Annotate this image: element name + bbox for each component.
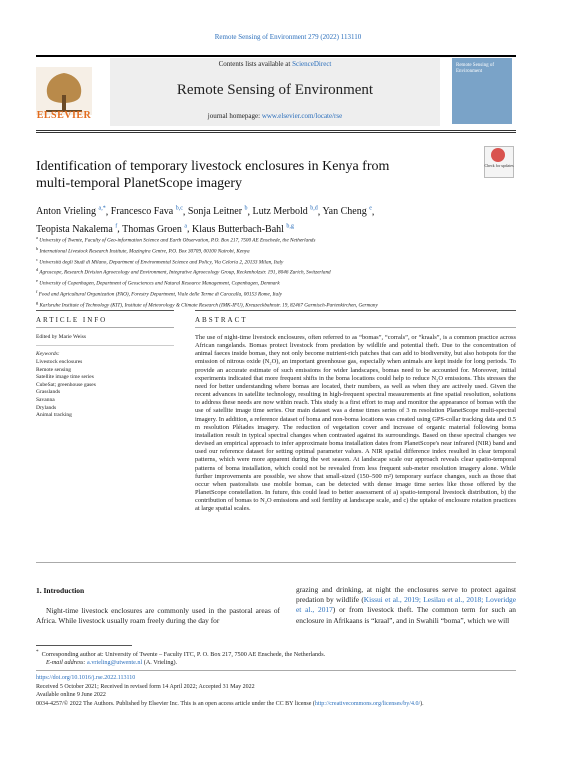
publication-info [36,674,516,708]
email-link[interactable]: a.vrieling@utwente.nl [87,659,143,667]
divider [36,130,516,131]
footnote: * Corresponding author at: University of Twente – Faculty ITC, P. O. Box 217, 7500 AE Enschede, the Netherlands. E-mail address: a.vrieling@utwente.nl (A. Vrieling). [36,649,326,667]
author[interactable]: Yan Cheng $^e$ [322,206,372,218]
keyword: Grasslands [36,389,61,396]
author[interactable]: Thomas Groen $^a$ [122,223,187,235]
keyword: Remote sensing [36,366,71,373]
sciencedirect-link[interactable]: ScienceDirect [292,60,332,68]
divider [36,327,174,328]
homepage-link[interactable]: www.elsevier.com/locate/rse [261,112,343,120]
keyword: Livestock enclosures [36,359,83,365]
cover-title: Remote Sensing of Environment [456,63,495,74]
crossmark-icon [491,148,505,162]
article-title: Identification of temporary livestock enclosures in Kenya from multi-temporal PlanetScope imagery [36,159,390,191]
keyword: Satellite image time series [36,374,94,381]
author[interactable]: Klaus Butterbach-Bahl $^{b,g}$ [192,223,294,235]
author[interactable]: Sonja Leitner $^b$ [187,206,248,218]
author[interactable]: Teopista Nakalema $^f$ [36,223,118,235]
author[interactable]: Lutz Merbold $^{b,d}$ [252,206,318,218]
keyword: Animal tracking [36,412,72,419]
keyword: CubeSat; greenhouse gases [36,381,96,388]
author[interactable]: Anton Vrieling $^{a,*}$ [36,206,106,218]
divider [36,670,516,671]
section-heading-introduction: 1. Introduction [36,586,85,595]
divider [36,310,174,311]
crossmark-label: Check for updates [484,163,514,168]
journal-name: Remote Sensing of Environment [176,82,374,98]
keyword: Savanna [36,396,55,403]
affiliation: $^d$ Agroscope, Research Division Agroecology and Environment, Integrative Agroecology Group, Reckenholzstr. 191, 8046 Zurich, Switzerland [36,267,331,277]
citation-links[interactable]: Kissui et al., 2019; Lesilau et al., 2018; Loveridge et al., 2017 [296,595,516,615]
affiliation: $^f$ Food and Agricultural Organization (FAO), Forestry Department, Viale delle Terme di Caracalla, 00153 Rome, Italy [36,289,282,298]
publisher-name: ELSEVIER [36,110,92,121]
license-line: 0034-4257/© 2022 The Authors. Published by Elsevier Inc. This is an open access article under the CC BY license (http://creativecommons.org/licenses/by/4.0/). [36,700,424,707]
divider [36,132,516,133]
received-dates: Received 5 October 2021; Received in revised form 14 April 2022; Accepted 31 May 2022 [36,683,255,690]
footnote-rule [36,645,132,646]
author[interactable]: Francesco Fava $^{b,c}$ [110,206,183,218]
intro-paragraph-col2: grazing and drinking, at night the enclosures serve to protect against predation by wildlife (Kissui et al., 2019; Lesilau et al., 2018; Loveridge et al., 2017) or from livestock theft. The common term for such an enclosure in Afrikaans is “kraal”, and in Swahili “boma”, which we will [296,585,516,625]
article-info-heading: ARTICLE INFO [36,316,108,324]
affiliation: $^c$ Università degli Studi di Milano, Department of Environmental Science and Policy, Via Celoria 2, 20133 Milan, Italy [36,256,284,266]
doi-link[interactable]: https://doi.org/10.1016/j.rse.2022.113110 [36,675,136,681]
journal-citation[interactable]: Remote Sensing of Environment 279 (2022) 113110 [214,33,362,41]
abstract-text: The use of night-time livestock enclosures, often referred to as “bomas”, “corrals”, or “kraals”, is a common practice across African rangelands. Bomas protect livestock from predation by wildlife and potential theft. Due to the concentration of animal faeces inside bomas, they not only become nutrient-rich patches that can add to biodiversity, but also hotspots for the emission of nitrous oxide (N₂O), an important greenhouse gas, especially when animals are kept inside for long periods. To provide an accurate estimate of such emissions for wider landscapes, bomas need to be accounted for. Moreover, initial experiments indicated that more frequent shifts in the boma locations could help to reduce N₂O emissions. This stresses the need for better understanding where bomas are located, their numbers, as well as when they are actively used. Given the recent advances in satellite technology, resulting in high-frequent spectral measurements at fine spatial resolution, solutions to address these needs are now within reach. This study is a first effort to map and monitor the appearance of bomas with the use of satellite image time series. Our main dataset was a dense times series of 3 m resolution PlanetScope multi-spectral imagery. In addition, a reference dataset of boma and non-boma locations was created using GPS-collar tracking data and 0.5 m resolution Pléiades imagery. The reduction of vegetation cover and increase of organic material following boma installation result in typical spectral changes when contrasted against its surroundings. Based on these spectral changes we devised an empirical approach to infer approximate boma installation dates from PlanetScope's near infrared (NIR) band and used our reference dataset for setting optimal parameter values. A NIR spatial difference index resulted in clear temporal patterns, which were more apparent during the wet season. At landscape scale our approach reveals clear spatio-temporal patterns of boma installation, which could not be revealed from less frequent sub-meter resolution imagery alone. While further improvements are possible, we show that small-sized (150–500 m²) temporary surface changes, such as those that occur when pastoralists use mobile bomas, can be detected with dense image time series like those offered by the PlanetScope constellation. In future, this could lead to better assessment of a) spatio-temporal livestock distribution, b) the contribution of bomas to N₂O emissions and soil fertility at landscape scale, and c) the uptake of enclosure rotation practices at large spatial scales. [195,334,516,513]
license-link[interactable]: http://creativecommons.org/licenses/by/4.0/ [314,700,421,707]
affiliation: $^b$ International Livestock Research Institute, Mazingira Centre, P.O. Box 30709, 00100 Nairobi, Kenya [36,245,250,255]
abstract-heading: ABSTRACT [195,316,248,324]
intro-paragraph: Night-time livestock enclosures are commonly used in the pastoral areas of Africa. While livestock usually roam freely during the day for [36,606,280,626]
divider [195,327,516,328]
affiliation: $^e$ University of Copenhagen, Department of Geosciences and Natural Resource Management, Copenhagen, Denmark [36,278,280,288]
keyword: Drylands [36,404,57,411]
edited-by: Edited by Marie Weiss [36,334,87,340]
divider [36,562,516,563]
homepage-line: journal homepage: www.elsevier.com/locate/rse [207,112,343,120]
divider [195,310,516,311]
online-date: Available online 9 June 2022 [36,692,106,699]
keyword-list [36,359,96,420]
keywords-heading: Keywords: [36,351,60,357]
author-list: Anton Vrieling $^{a,*}$, Francesco Fava $^{b,c}$, Sonja Leitner $^b$, Lutz Merbold $^{b,d}$, Yan Cheng $^e$, Teopista Nakalema $^f$, Thomas Groen $^a$, Klaus Butterbach-Bahl $^{b,g}$ [36,206,375,235]
contents-line: Contents lists available at ScienceDirect [218,60,332,68]
divider [36,345,174,346]
affiliation-list [36,234,516,310]
affiliation: $^g$ Karlsruhe Institute of Technology (KIT), Institute of Meteorology & Climate Research (IMK-IFU), Kreuzeckbahnstr. 19, 82467 Garmisch-Partenkirchen, Germany [36,299,378,309]
affiliation: $^a$ University of Twente, Faculty of Geo-information Science and Earth Observation, P.O. Box 217, 7500 AE Enschede, the Netherlands [36,235,316,244]
